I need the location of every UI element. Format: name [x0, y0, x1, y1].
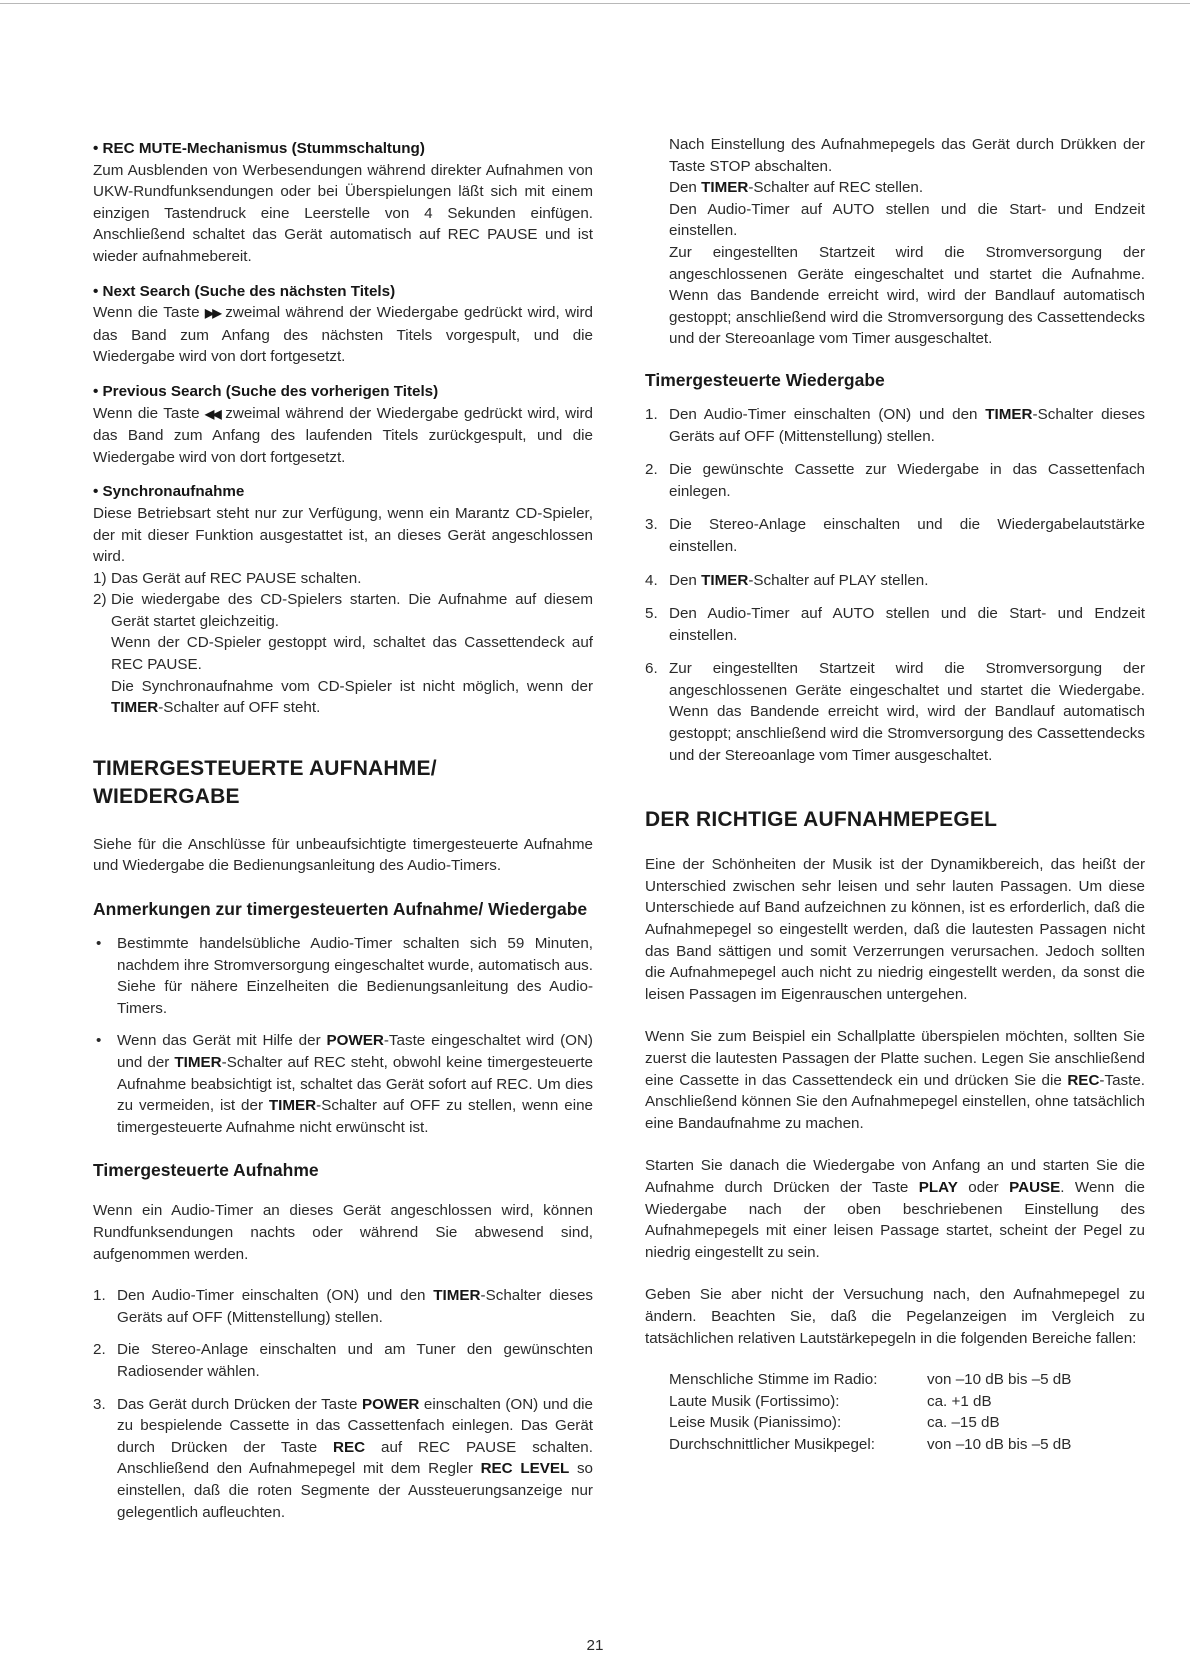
sync-step-2-text: Die wiedergabe des CD-Spielers starten. Die Aufnahme auf diesem Gerät startet gleichzeitig. [111, 591, 593, 630]
timer-play-step-4-c: -Schalter auf PLAY stellen. [748, 571, 929, 589]
timer-play-step-2-text: Die gewünschte Cassette zur Wiedergabe in das Cassettenfach einlegen. [669, 461, 1145, 500]
timer-rec-step-1-c: -Schalter dieses Geräts auf OFF (Mittenstellung) stellen. [117, 1287, 593, 1326]
timer-play-step-1-b: TIMER [985, 405, 1033, 423]
remarks-bullet-2-f: TIMER [268, 1097, 317, 1115]
level-paragraph-4: Geben Sie aber nicht der Versuchung nach, den Aufnahmepegel zu ändern. Beachten Sie, daß die Pegelanzeigen im Vergleich zu tatsächlichen relativen Lautstärkepegeln in die folgenden Bereiche fallen: [645, 1286, 1145, 1347]
level-label: Menschliche Stimme im Radio: [669, 1371, 878, 1389]
timer-play-step-1 [645, 404, 1145, 447]
level-row [669, 1369, 1145, 1391]
level-row [669, 1412, 1145, 1434]
timer-play-step-3 [645, 514, 1145, 557]
remarks-bullet-2-e: -Schalter auf REC steht, obwohl keine timergesteuerte Aufnahme beabsichtigt ist, schaltet das Gerät sofort auf REC. Um dies zu vermeiden, ist der [117, 1054, 593, 1115]
timer-rec-step-3 [93, 1394, 593, 1524]
timer-rec-step-1-a: Den Audio-Timer einschalten (ON) und den [117, 1287, 434, 1305]
level-p2-a: Wenn Sie zum Beispiel ein Schallplatte überspielen möchten, sollten Sie zuerst die lautesten Passagen der Platte suchen. Legen Sie anschließend eine Cassette in das Cassettendeck ein und drücken Sie die [645, 1028, 1145, 1089]
level-row [669, 1434, 1145, 1456]
level-p3-c: oder [957, 1178, 1010, 1196]
remarks-bullet-2-a: Wenn das Gerät mit Hilfe der [117, 1032, 327, 1050]
cont-b [669, 177, 1145, 199]
remarks-bullet-2-g: -Schalter auf OFF zu stellen, wenn eine timergesteuerte Aufnahme nicht erwünscht ist. [117, 1097, 593, 1136]
bullet-dot: • [96, 1032, 102, 1050]
left-column [93, 138, 593, 1523]
level-label: Laute Musik (Fortissimo): [669, 1392, 840, 1410]
timer-play-step-4-a: Den [669, 571, 702, 589]
remarks-bullet-2 [93, 1030, 593, 1138]
timer-intro: Siehe für die Anschlüsse für unbeaufsichtigte timergesteuerte Aufnahme und Wiedergabe die Bedienungsanleitung des Audio-Timers. [93, 835, 593, 875]
level-p3-e: . Wenn die Wiedergabe nach der oben beschriebenen Einstellung des Aufnahmepegels mit einer leisen Passage startet, scheint der Pegel zu niedrig eingestellt zu sein. [645, 1178, 1145, 1261]
level-p3-a: Starten Sie danach die Wiedergabe von Anfang an und starten Sie die Aufnahme durch Drücken der Taste [645, 1157, 1145, 1196]
timer-rec-step-1-num: 1. [93, 1287, 106, 1305]
timer-play-step-2-num: 2. [645, 461, 658, 479]
level-row [669, 1391, 1145, 1413]
timer-rec-step-3-c: einschalten (ON) und die zu bespielende Cassette in das Cassettenfach einlegen. Das Gerät durch Drücken der Taste [117, 1395, 594, 1456]
rec-mute-title: • REC MUTE-Mechanismus (Stummschaltung) [93, 140, 425, 157]
sync-step-1 [93, 568, 593, 590]
top-rule [0, 3, 1190, 4]
timer-heading-line-2: WIEDERGABE [93, 784, 240, 808]
level-value: ca. –15 dB [927, 1414, 1000, 1432]
timer-rec-step-1 [93, 1285, 593, 1328]
timer-play-step-4-b: TIMER [701, 571, 749, 589]
timer-rec-step-3-f: REC LEVEL [480, 1460, 570, 1478]
sync-step-1-num: 1) [93, 569, 107, 587]
timer-play-step-6-num: 6. [645, 660, 658, 678]
cont-d: Zur eingestellten Startzeit wird die Stromversorgung der angeschlossenen Geräte eingeschaltet und startet die Aufnahme. Wenn das Bandende erreicht wird, wird der Bandlauf automatisch gestoppt; anschließend wird die Stromversorgung des Cassettendecks und der Stereoanlage vom Timer ausgeschaltet. [669, 243, 1145, 348]
sync-note-2-c: -Schalter auf OFF steht. [158, 699, 321, 717]
timer-play-step-3-num: 3. [645, 516, 658, 534]
remarks-heading: Anmerkungen zur timergesteuerten Aufnahme/ Wiedergabe [93, 899, 588, 920]
cont-c: Den Audio-Timer auf AUTO stellen und die Start- und Endzeit einstellen. [669, 200, 1145, 240]
timer-play-steps [645, 404, 1145, 766]
level-p2-b: REC [1067, 1071, 1100, 1089]
level-value: ca. +1 dB [927, 1392, 992, 1410]
timer-rec-step-3-e: auf REC PAUSE schalten. Anschließend den Aufnahmepegel mit dem Regler [117, 1438, 593, 1478]
level-label: Leise Musik (Pianissimo): [669, 1414, 842, 1432]
timer-play-heading: Timergesteuerte Wiedergabe [645, 369, 885, 390]
sync-note-2 [93, 676, 593, 719]
sync-step-2-num: 2) [93, 591, 107, 609]
timer-rec-heading: Timergesteuerte Aufnahme [93, 1160, 319, 1181]
timer-play-step-5-num: 5. [645, 605, 658, 623]
cont-b-a: Den [669, 179, 702, 197]
level-p3-d: PAUSE [1009, 1178, 1061, 1196]
previous-search-title: • Previous Search (Suche des vorherigen Titels) [93, 382, 439, 400]
timer-rec-step-1-b: TIMER [433, 1287, 481, 1305]
level-value: von –10 dB bis –5 dB [927, 1371, 1072, 1389]
rec-mute-section [93, 138, 593, 268]
fast-forward-icon: ▶▶ [204, 306, 220, 321]
sync-section [93, 481, 593, 719]
previous-search-section [93, 381, 593, 468]
next-search-title: • Next Search (Suche des nächsten Titels) [93, 282, 396, 300]
previous-search-text-a: Wenn die Taste [93, 404, 205, 422]
remarks-bullet-1 [93, 933, 593, 1019]
sync-text: Diese Betriebsart steht nur zur Verfügung, wenn ein Marantz CD-Spieler, der mit dieser Funktion ausgestattet ist, an dieses Gerät angeschlossen wird. [93, 504, 593, 566]
timer-rec-step-2-num: 2. [93, 1341, 106, 1359]
remarks-bullet-2-d: TIMER [174, 1054, 222, 1071]
level-paragraph-2 [645, 1026, 1145, 1134]
level-table [669, 1369, 1145, 1455]
sync-step-1-text: Das Gerät auf REC PAUSE schalten. [111, 569, 362, 587]
remarks-bullet-1-text: Bestimmte handelsübliche Audio-Timer schalten sich 59 Minuten, nachdem ihre Stromversorgung eingeschaltet wurde, automatisch aus. Siehe für nähere Einzelheiten die Bedienungsanleitung des Audio-Timers. [117, 935, 593, 1017]
next-search-text [93, 302, 593, 368]
next-search-section [93, 281, 593, 368]
timer-heading-line-1: TIMERGESTEUERTE AUFNAHME/ [93, 756, 437, 780]
sync-title: • Synchronaufnahme [93, 483, 245, 501]
timer-play-step-1-num: 1. [645, 405, 658, 423]
level-paragraph-1: Eine der Schönheiten der Musik ist der Dynamikbereich, das heißt der Unterschied zwischen sehr leisen und sehr lauten Passagen. Um diese Unterschiede auf Band aufzeichnen zu können, ist es erforderlich, daß die Aufnahmepegel so eingestellt werden, daß die lautesten Passagen nicht das Band sättigen und somit Verzerrungen verursachen. Jedoch sollten die Aufnahmepegel auch nicht zu niedrig eingestellt werden, da sonst die leisen Passagen im Eigenrauschen untergehen. [645, 856, 1145, 1003]
cont-b-b: TIMER [701, 179, 749, 197]
timer-play-step-6-text: Zur eingestellten Startzeit wird die Stromversorgung der angeschlossenen Geräte eingeschaltet und startet die Wiedergabe. Wenn das Bandende erreicht wird, wird der Bandlauf automatisch gestoppt; anschließend wird die Stromversorgung des Cassettendecks und der Stereoanlage vom Timer ausgeschaltet. [669, 660, 1145, 764]
timer-rec-step-3-g: so einstellen, daß die roten Segmente der Aussteuerungsanzeige nur gelegentlich aufleuchten. [117, 1460, 594, 1521]
timer-play-step-2 [645, 459, 1145, 502]
level-p2-c: -Taste. Anschließend können Sie den Aufnahmepegel einstellen, ohne tatsächlich eine Bandaufnahme zu machen. [645, 1071, 1145, 1132]
timer-rec-intro: Wenn ein Audio-Timer an dieses Gerät angeschlossen wird, können Rundfunksendungen nachts oder während Sie abwesend sind, aufgenommen werden. [93, 1202, 593, 1263]
sync-note-1: Wenn der CD-Spieler gestoppt wird, schaltet das Cassettendeck auf REC PAUSE. [111, 634, 593, 674]
next-search-text-b: zweimal während der Wiedergabe gedrückt wird, wird das Band zum Anfang des nächsten Titels vorgespult, und die Wiedergabe wird von dort fortgesetzt. [93, 304, 593, 366]
timer-play-step-1-c: -Schalter dieses Geräts auf OFF (Mittenstellung) stellen. [669, 405, 1145, 445]
timer-rec-continuation [645, 134, 1145, 350]
sync-step-2 [93, 589, 593, 632]
timer-rec-step-2 [93, 1339, 593, 1382]
level-value: von –10 dB bis –5 dB [927, 1435, 1072, 1453]
timer-rec-step-3-a: Das Gerät durch Drücken der Taste [117, 1395, 362, 1413]
rec-mute-text: Zum Ausblenden von Werbesendungen während direkter Aufnahmen von UKW-Rundfunksendungen oder bei Überspielungen läßt sich mit einem einzigen Tastendruck eine Leerstelle von 4 Sekunden einfügen. Anschließend schaltet das Gerät automatisch auf REC PAUSE und ist wieder aufnahmebereit. [93, 161, 593, 265]
right-column [645, 134, 1145, 1456]
timer-rec-step-3-d: REC [333, 1438, 366, 1456]
recording-level-heading: DER RICHTIGE AUFNAHMEPEGEL [645, 808, 998, 832]
sync-note-2-b: TIMER [111, 699, 159, 717]
timer-play-step-5-text: Den Audio-Timer auf AUTO stellen und die Start- und Endzeit einstellen. [669, 605, 1145, 644]
bullet-dot: • [96, 935, 102, 953]
cont-b-c: -Schalter auf REC stellen. [748, 179, 924, 197]
next-search-text-a: Wenn die Taste [93, 304, 205, 322]
remarks-list [93, 933, 593, 1138]
timer-play-step-5 [645, 603, 1145, 646]
level-label: Durchschnittlicher Musikpegel: [669, 1435, 875, 1453]
rewind-icon: ◀◀ [204, 406, 220, 421]
page-number: 21 [586, 1637, 604, 1654]
previous-search-text [93, 403, 593, 469]
timer-play-step-4-num: 4. [645, 571, 658, 589]
timer-rec-step-3-b: POWER [361, 1395, 420, 1413]
sync-note-2-a: Die Synchronaufnahme vom CD-Spieler ist nicht möglich, wenn der [111, 677, 593, 695]
timer-play-step-3-text: Die Stereo-Anlage einschalten und die Wiedergabelautstärke einstellen. [669, 516, 1145, 555]
timer-play-step-1-a: Den Audio-Timer einschalten (ON) und den [669, 405, 986, 423]
cont-a: Nach Einstellung des Aufnahmepegels das Gerät durch Drükken der Taste STOP abschalten. [669, 136, 1145, 175]
timer-play-step-4 [645, 570, 1145, 592]
timer-rec-step-2-text: Die Stereo-Anlage einschalten und am Tuner den gewünschten Radiosender wählen. [117, 1341, 593, 1380]
timer-heading [93, 755, 593, 811]
timer-rec-steps [93, 1285, 593, 1523]
remarks-bullet-2-b: POWER [326, 1032, 384, 1050]
remarks-bullet-2-c: -Taste eingeschaltet wird (ON) und der [117, 1032, 593, 1071]
timer-play-step-6 [645, 658, 1145, 766]
timer-rec-step-3-num: 3. [93, 1395, 106, 1413]
previous-search-text-b: zweimal während der Wiedergabe gedrückt wird, wird das Band zum Anfang des laufenden Titels zurückgespult, und die Wiedergabe wird von dort fortgesetzt. [93, 404, 593, 466]
level-paragraph-3 [645, 1155, 1145, 1263]
level-p3-b: PLAY [918, 1178, 958, 1196]
